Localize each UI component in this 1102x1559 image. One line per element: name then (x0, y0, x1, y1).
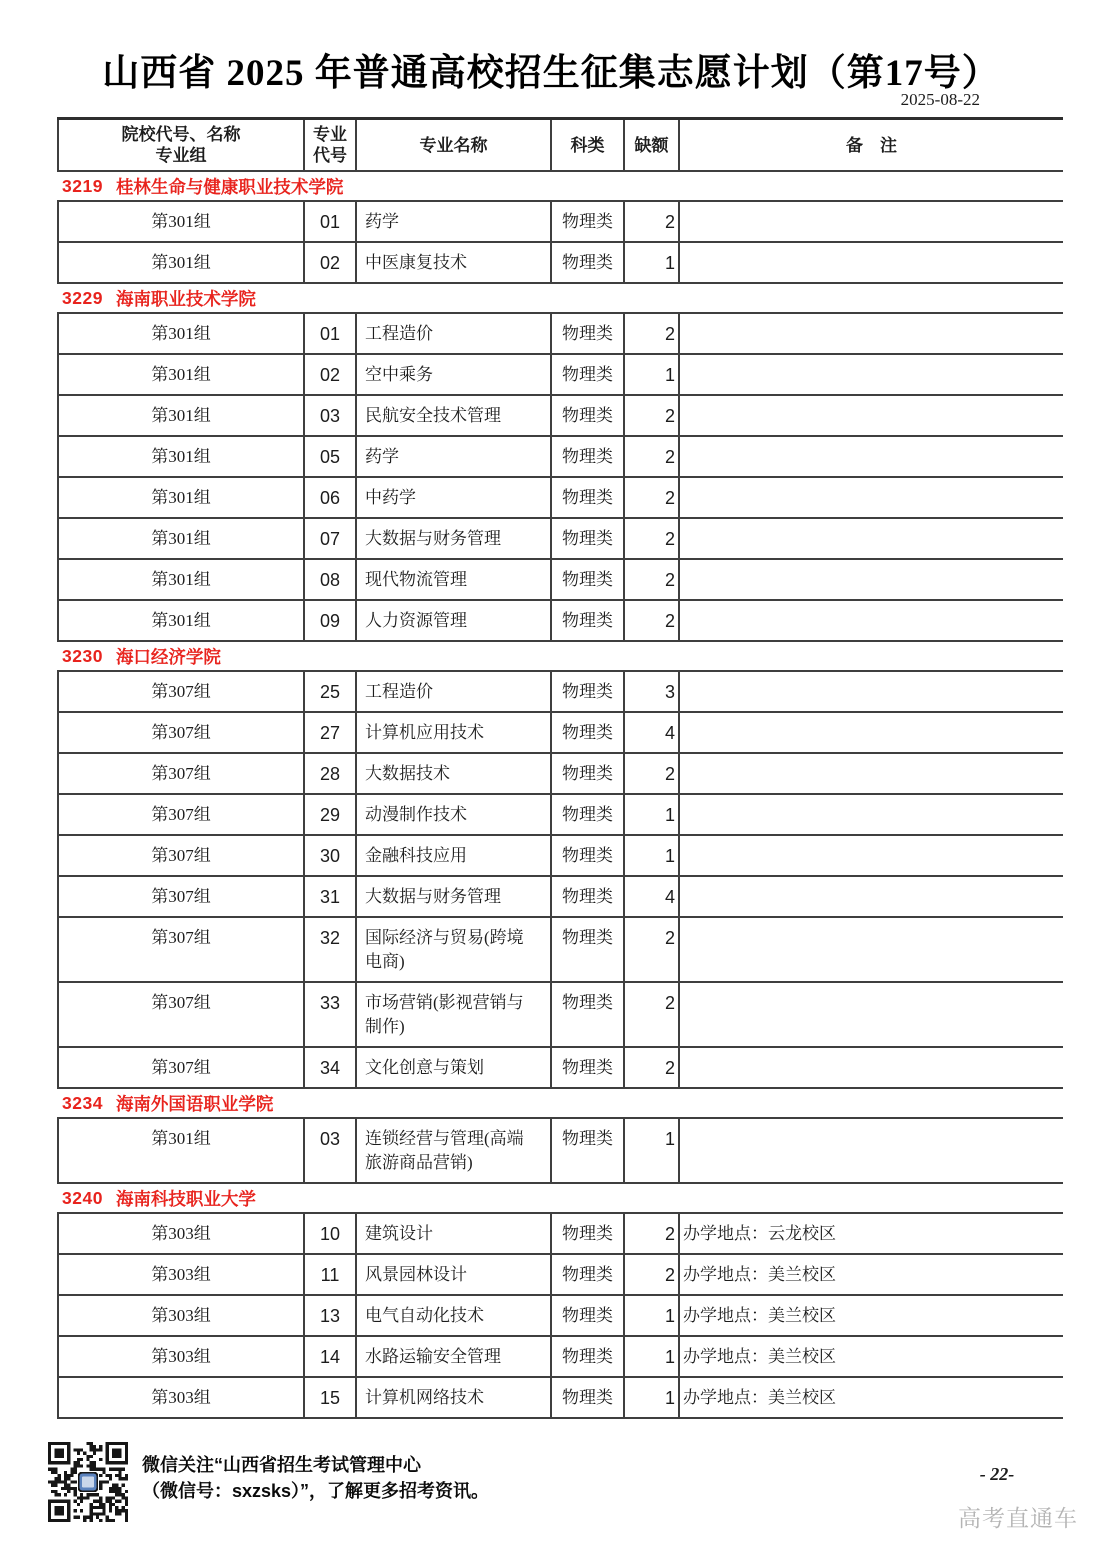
cell-major: 国际经济与贸易(跨境电商) (357, 918, 552, 981)
cell-category: 物理类 (552, 396, 625, 435)
cell-note: 办学地点：美兰校区 (683, 1347, 836, 1366)
cell-category: 物理类 (552, 754, 625, 793)
cell-code: 07 (305, 519, 357, 558)
cell-group: 第307组 (59, 836, 305, 875)
cell-vacancy: 1 (625, 355, 680, 394)
cell-category: 物理类 (552, 877, 625, 916)
cell-code: 28 (305, 754, 357, 793)
cell-code: 31 (305, 877, 357, 916)
cell-code: 01 (305, 314, 357, 353)
table-row (57, 601, 1063, 642)
cell-vacancy: 2 (625, 437, 680, 476)
cell-major: 建筑设计 (357, 1214, 552, 1253)
header-remark: 备 注 (846, 135, 897, 155)
table-row (57, 1214, 1063, 1255)
section-code: 3219 (62, 175, 103, 196)
cell-vacancy: 2 (625, 754, 680, 793)
cell-major: 工程造价 (357, 672, 552, 711)
cell-vacancy: 2 (625, 478, 680, 517)
table-row (57, 1048, 1063, 1089)
section-college-name: 海口经济学院 (115, 646, 221, 667)
cell-group: 第307组 (59, 918, 305, 981)
cell-vacancy: 3 (625, 672, 680, 711)
cell-note: 办学地点：美兰校区 (683, 1265, 836, 1284)
cell-note (680, 355, 1063, 394)
section-header (57, 642, 1063, 672)
cell-category: 物理类 (552, 713, 625, 752)
table-row (57, 754, 1063, 795)
cell-code: 34 (305, 1048, 357, 1087)
header-college-line1: 院校代号、名称 (121, 125, 241, 144)
cell-major: 市场营销(影视营销与制作) (357, 983, 552, 1046)
section-college-name: 海南科技职业大学 (115, 1188, 256, 1209)
cell-group: 第301组 (59, 314, 305, 353)
cell-major: 大数据与财务管理 (357, 519, 552, 558)
cell-code: 14 (305, 1337, 357, 1376)
document-date: 2025-08-22 (900, 90, 980, 109)
cell-note (680, 202, 1063, 241)
footer-notice-line2: （微信号：sxzsks）”，了解更多招考资讯。 (142, 1481, 490, 1501)
cell-major: 大数据与财务管理 (357, 877, 552, 916)
cell-code: 13 (305, 1296, 357, 1335)
cell-major: 水路运输安全管理 (357, 1337, 552, 1376)
cell-category: 物理类 (552, 918, 625, 981)
section-header (57, 284, 1063, 314)
cell-note (680, 396, 1063, 435)
section-college-name: 桂林生命与健康职业技术学院 (115, 176, 344, 197)
cell-category: 物理类 (552, 560, 625, 599)
cell-category: 物理类 (552, 1296, 625, 1335)
cell-code: 32 (305, 918, 357, 981)
cell-group: 第301组 (59, 560, 305, 599)
cell-vacancy: 4 (625, 877, 680, 916)
cell-group: 第307组 (59, 877, 305, 916)
cell-category: 物理类 (552, 1214, 625, 1253)
cell-note (680, 754, 1063, 793)
watermark-text: 高考直通车 (958, 1505, 1078, 1531)
cell-note (680, 713, 1063, 752)
cell-major: 动漫制作技术 (357, 795, 552, 834)
cell-category: 物理类 (552, 478, 625, 517)
header-college-line2: 专业组 (155, 146, 207, 165)
cell-code: 05 (305, 437, 357, 476)
section-code: 3240 (62, 1187, 103, 1208)
cell-vacancy: 4 (625, 713, 680, 752)
cell-category: 物理类 (552, 836, 625, 875)
cell-group: 第303组 (59, 1337, 305, 1376)
cell-category: 物理类 (552, 519, 625, 558)
cell-major: 人力资源管理 (357, 601, 552, 640)
cell-group: 第307组 (59, 983, 305, 1046)
table-row (57, 918, 1063, 983)
table-row (57, 672, 1063, 713)
cell-vacancy: 1 (625, 243, 680, 282)
cell-major: 现代物流管理 (357, 560, 552, 599)
cell-major: 连锁经营与管理(高端旅游商品营销) (357, 1119, 552, 1182)
cell-code: 08 (305, 560, 357, 599)
table-row (57, 437, 1063, 478)
section-code: 3230 (62, 645, 103, 666)
table-row (57, 983, 1063, 1048)
cell-note (680, 519, 1063, 558)
section-code: 3234 (62, 1092, 103, 1113)
cell-group: 第301组 (59, 519, 305, 558)
cell-group: 第307组 (59, 672, 305, 711)
cell-code: 11 (305, 1255, 357, 1294)
cell-vacancy: 2 (625, 396, 680, 435)
cell-vacancy: 1 (625, 1337, 680, 1376)
table-row (57, 355, 1063, 396)
cell-group: 第301组 (59, 478, 305, 517)
cell-note (680, 243, 1063, 282)
cell-category: 物理类 (552, 314, 625, 353)
table-row (57, 1255, 1063, 1296)
cell-major: 药学 (357, 202, 552, 241)
cell-major: 文化创意与策划 (357, 1048, 552, 1087)
cell-note (680, 877, 1063, 916)
cell-group: 第307组 (59, 713, 305, 752)
cell-vacancy: 2 (625, 519, 680, 558)
cell-note (680, 560, 1063, 599)
cell-code: 06 (305, 478, 357, 517)
table-body (57, 172, 1063, 1419)
cell-vacancy: 2 (625, 918, 680, 981)
table-row (57, 1378, 1063, 1419)
cell-note (680, 795, 1063, 834)
cell-major: 风景园林设计 (357, 1255, 552, 1294)
cell-category: 物理类 (552, 672, 625, 711)
cell-vacancy: 1 (625, 1119, 680, 1182)
cell-group: 第301组 (59, 437, 305, 476)
header-vacancy: 缺额 (625, 120, 680, 170)
header-major-code (305, 120, 357, 170)
header-major-name: 专业名称 (357, 120, 552, 170)
cell-group: 第301组 (59, 202, 305, 241)
table-row (57, 795, 1063, 836)
cell-category: 物理类 (552, 1048, 625, 1087)
cell-major: 中药学 (357, 478, 552, 517)
cell-code: 25 (305, 672, 357, 711)
cell-major: 药学 (357, 437, 552, 476)
cell-note (680, 983, 1063, 1046)
table-row (57, 243, 1063, 284)
cell-code: 01 (305, 202, 357, 241)
cell-code: 03 (305, 396, 357, 435)
header-college (59, 120, 305, 170)
cell-category: 物理类 (552, 983, 625, 1046)
cell-category: 物理类 (552, 437, 625, 476)
cell-group: 第307组 (59, 1048, 305, 1087)
cell-group: 第303组 (59, 1214, 305, 1253)
cell-note (680, 314, 1063, 353)
cell-category: 物理类 (552, 243, 625, 282)
plan-table (57, 117, 1063, 1419)
cell-group: 第301组 (59, 601, 305, 640)
table-row (57, 202, 1063, 243)
cell-note (680, 1119, 1063, 1182)
table-row (57, 519, 1063, 560)
cell-group: 第301组 (59, 243, 305, 282)
cell-group: 第307组 (59, 754, 305, 793)
cell-major: 工程造价 (357, 314, 552, 353)
cell-note (680, 437, 1063, 476)
table-row (57, 877, 1063, 918)
cell-vacancy: 1 (625, 1296, 680, 1335)
cell-category: 物理类 (552, 1378, 625, 1417)
section-header (57, 1089, 1063, 1119)
cell-category: 物理类 (552, 355, 625, 394)
cell-group: 第307组 (59, 795, 305, 834)
cell-code: 10 (305, 1214, 357, 1253)
cell-group: 第301组 (59, 1119, 305, 1182)
cell-code: 02 (305, 243, 357, 282)
cell-vacancy: 2 (625, 601, 680, 640)
footer-notice-line1: 微信关注“山西省招生考试管理中心 (142, 1455, 421, 1475)
cell-group: 第301组 (59, 355, 305, 394)
cell-category: 物理类 (552, 1255, 625, 1294)
cell-code: 27 (305, 713, 357, 752)
cell-code: 03 (305, 1119, 357, 1182)
header-category: 科类 (552, 120, 625, 170)
section-header (57, 172, 1063, 202)
cell-group: 第303组 (59, 1296, 305, 1335)
table-row (57, 478, 1063, 519)
section-college-name: 海南外国语职业学院 (115, 1093, 274, 1114)
table-row (57, 713, 1063, 754)
cell-group: 第301组 (59, 396, 305, 435)
table-row (57, 396, 1063, 437)
cell-major: 大数据技术 (357, 754, 552, 793)
cell-category: 物理类 (552, 1337, 625, 1376)
table-row (57, 560, 1063, 601)
cell-major: 电气自动化技术 (357, 1296, 552, 1335)
cell-vacancy: 1 (625, 795, 680, 834)
cell-code: 15 (305, 1378, 357, 1417)
section-code: 3229 (62, 287, 103, 308)
cell-major: 金融科技应用 (357, 836, 552, 875)
cell-category: 物理类 (552, 1119, 625, 1182)
cell-note: 办学地点：美兰校区 (683, 1306, 836, 1325)
cell-major: 民航安全技术管理 (357, 396, 552, 435)
cell-vacancy: 1 (625, 1378, 680, 1417)
table-row (57, 1337, 1063, 1378)
cell-major: 计算机网络技术 (357, 1378, 552, 1417)
cell-code: 30 (305, 836, 357, 875)
cell-note: 办学地点：美兰校区 (683, 1388, 836, 1407)
cell-note: 办学地点：云龙校区 (683, 1224, 836, 1243)
cell-category: 物理类 (552, 795, 625, 834)
cell-vacancy: 1 (625, 836, 680, 875)
table-header-row (57, 120, 1063, 172)
cell-code: 33 (305, 983, 357, 1046)
cell-vacancy: 2 (625, 560, 680, 599)
cell-note (680, 478, 1063, 517)
cell-code: 02 (305, 355, 357, 394)
cell-major: 空中乘务 (357, 355, 552, 394)
cell-vacancy: 2 (625, 314, 680, 353)
table-row (57, 836, 1063, 877)
cell-note (680, 836, 1063, 875)
cell-group: 第303组 (59, 1255, 305, 1294)
section-college-name: 海南职业技术学院 (115, 288, 256, 309)
cell-note (680, 601, 1063, 640)
cell-note (680, 672, 1063, 711)
cell-major: 中医康复技术 (357, 243, 552, 282)
cell-note (680, 918, 1063, 981)
cell-category: 物理类 (552, 202, 625, 241)
section-header (57, 1184, 1063, 1214)
cell-vacancy: 2 (625, 1255, 680, 1294)
table-row (57, 1296, 1063, 1337)
cell-vacancy: 2 (625, 1214, 680, 1253)
cell-vacancy: 2 (625, 983, 680, 1046)
cell-major: 计算机应用技术 (357, 713, 552, 752)
table-row (57, 314, 1063, 355)
cell-group: 第303组 (59, 1378, 305, 1417)
cell-note (680, 1048, 1063, 1087)
page-number: - 22- (979, 1464, 1015, 1484)
header-major-code-line2: 代号 (313, 146, 347, 165)
page-title: 山西省 2025 年普通高校招生征集志愿计划（第17号） (102, 53, 1000, 94)
header-major-code-line1: 专业 (313, 125, 347, 144)
table-row (57, 1119, 1063, 1184)
cell-code: 09 (305, 601, 357, 640)
cell-code: 29 (305, 795, 357, 834)
wechat-qr-code (48, 1442, 128, 1522)
cell-vacancy: 2 (625, 1048, 680, 1087)
cell-vacancy: 2 (625, 202, 680, 241)
footer-notice (142, 1452, 489, 1504)
cell-category: 物理类 (552, 601, 625, 640)
